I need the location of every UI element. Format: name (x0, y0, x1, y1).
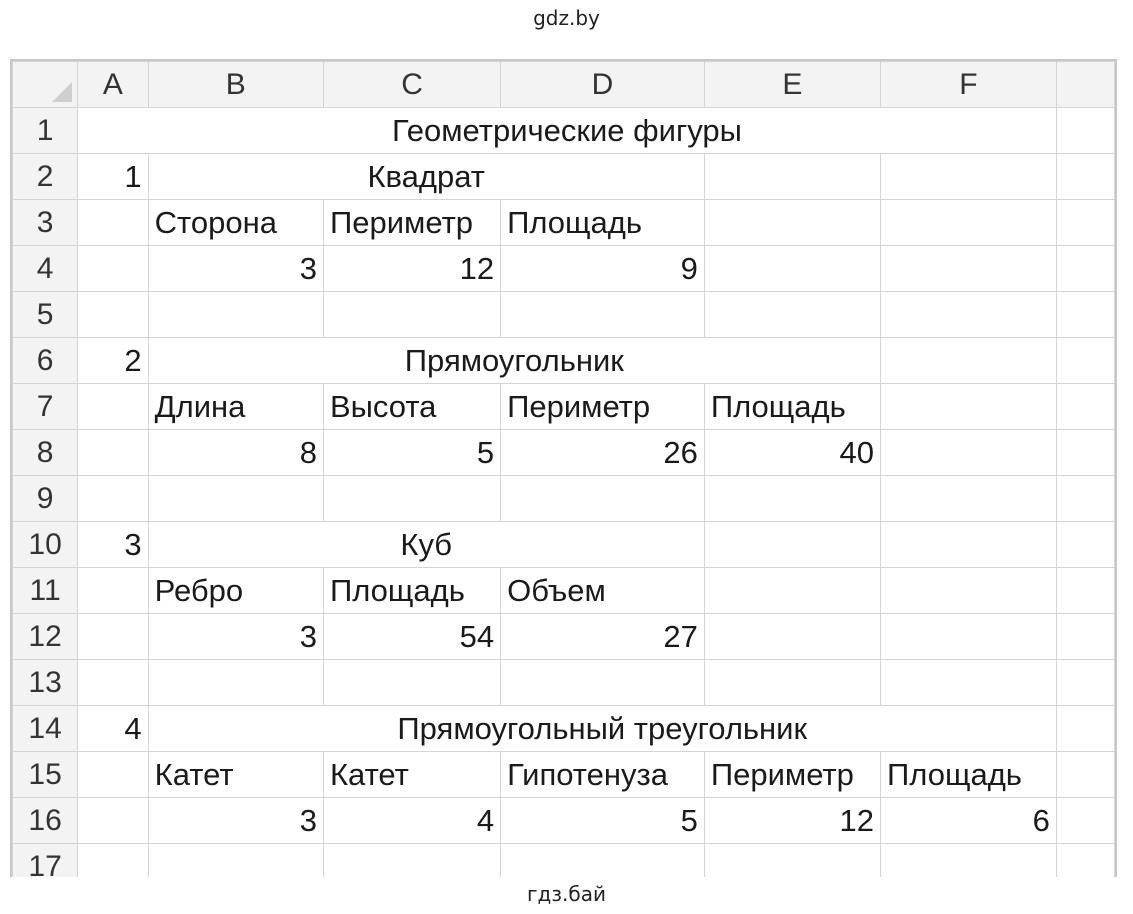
cell-b3[interactable]: Сторона (148, 200, 323, 246)
table-row (13, 706, 1115, 752)
cell-empty[interactable] (880, 614, 1056, 660)
cell-empty[interactable] (880, 154, 1056, 200)
cell-title[interactable]: Геометрические фигуры (78, 108, 1057, 154)
cell-empty[interactable] (148, 660, 323, 706)
cell-empty[interactable] (704, 568, 880, 614)
cell-empty[interactable] (880, 476, 1056, 522)
row-header-11[interactable]: 11 (13, 568, 78, 614)
table-row (13, 292, 1115, 338)
table-row (13, 384, 1115, 430)
cell-empty[interactable] (78, 292, 148, 338)
cell-empty[interactable] (501, 660, 705, 706)
cell-b4[interactable]: 3 (148, 246, 323, 292)
cell-empty[interactable] (78, 614, 148, 660)
column-header-b[interactable]: B (148, 62, 323, 108)
table-row (13, 844, 1115, 878)
cell-c16[interactable]: 4 (323, 798, 500, 844)
cell-empty[interactable] (704, 522, 880, 568)
cell-empty[interactable] (78, 660, 148, 706)
row-header-13[interactable]: 13 (13, 660, 78, 706)
cell-empty[interactable] (1056, 614, 1114, 660)
table-row (13, 154, 1115, 200)
cell-empty[interactable] (704, 476, 880, 522)
cell-f15[interactable]: Площадь (880, 752, 1056, 798)
cell-d16[interactable]: 5 (501, 798, 705, 844)
cell-empty[interactable] (880, 200, 1056, 246)
cell-empty[interactable] (1056, 430, 1114, 476)
cell-empty[interactable] (1056, 706, 1114, 752)
cell-empty[interactable] (704, 614, 880, 660)
cell-e15[interactable]: Периметр (704, 752, 880, 798)
cell-empty[interactable] (78, 752, 148, 798)
cell-empty[interactable] (1056, 844, 1114, 878)
cell-empty[interactable] (880, 292, 1056, 338)
table-row (13, 660, 1115, 706)
cell-empty[interactable] (501, 476, 705, 522)
row-header-7[interactable]: 7 (13, 384, 78, 430)
cell-empty[interactable] (880, 660, 1056, 706)
cell-a10[interactable]: 3 (78, 522, 148, 568)
cell-empty[interactable] (323, 476, 500, 522)
cell-c7[interactable]: Высота (323, 384, 500, 430)
cell-a6[interactable]: 2 (78, 338, 148, 384)
cell-empty[interactable] (704, 154, 880, 200)
cell-empty[interactable] (880, 338, 1056, 384)
cell-d3[interactable]: Площадь (501, 200, 705, 246)
cell-a14[interactable]: 4 (78, 706, 148, 752)
cell-d7[interactable]: Периметр (501, 384, 705, 430)
row-header-6[interactable]: 6 (13, 338, 78, 384)
table-row (13, 522, 1115, 568)
cell-empty[interactable] (1056, 292, 1114, 338)
row-header-17[interactable]: 17 (13, 844, 78, 878)
cell-d8[interactable]: 26 (501, 430, 705, 476)
column-header-a[interactable]: A (78, 62, 148, 108)
cell-empty[interactable] (1056, 384, 1114, 430)
cell-empty[interactable] (704, 660, 880, 706)
row-header-1[interactable]: 1 (13, 108, 78, 154)
column-header-d[interactable]: D (501, 62, 705, 108)
cell-empty[interactable] (704, 246, 880, 292)
cell-table (12, 61, 1115, 877)
table-row (13, 752, 1115, 798)
cell-e8[interactable]: 40 (704, 430, 880, 476)
cell-empty[interactable] (1056, 752, 1114, 798)
cell-e7[interactable]: Площадь (704, 384, 880, 430)
cell-empty[interactable] (501, 292, 705, 338)
cell-d15[interactable]: Гипотенуза (501, 752, 705, 798)
cell-empty[interactable] (148, 476, 323, 522)
cell-empty[interactable] (78, 844, 148, 878)
cell-empty[interactable] (501, 844, 705, 878)
cell-empty[interactable] (1056, 246, 1114, 292)
column-header-c[interactable]: C (323, 62, 500, 108)
watermark-bottom: гдз.бай (527, 882, 606, 906)
cell-empty[interactable] (704, 844, 880, 878)
cell-empty[interactable] (704, 292, 880, 338)
cell-a2[interactable]: 1 (78, 154, 148, 200)
column-header-f[interactable]: F (880, 62, 1056, 108)
cell-b11[interactable]: Ребро (148, 568, 323, 614)
row-header-8[interactable]: 8 (13, 430, 78, 476)
row-header-16[interactable]: 16 (13, 798, 78, 844)
cell-d12[interactable]: 27 (501, 614, 705, 660)
cell-empty[interactable] (1056, 660, 1114, 706)
cell-cube-name[interactable]: Куб (148, 522, 704, 568)
row-header-10[interactable]: 10 (13, 522, 78, 568)
cell-c8[interactable]: 5 (323, 430, 500, 476)
table-row (13, 476, 1115, 522)
cell-empty[interactable] (1056, 200, 1114, 246)
cell-right-triangle-name[interactable]: Прямоугольный треугольник (148, 706, 1056, 752)
cell-empty[interactable] (78, 798, 148, 844)
cell-square-name[interactable]: Квадрат (148, 154, 704, 200)
cell-c4[interactable]: 12 (323, 246, 500, 292)
cell-empty[interactable] (880, 384, 1056, 430)
cell-b15[interactable]: Катет (148, 752, 323, 798)
column-header-g[interactable] (1056, 62, 1114, 108)
cell-b7[interactable]: Длина (148, 384, 323, 430)
row-header-14[interactable]: 14 (13, 706, 78, 752)
cell-empty[interactable] (148, 844, 323, 878)
cell-empty[interactable] (78, 568, 148, 614)
cell-empty[interactable] (78, 476, 148, 522)
cell-b8[interactable]: 8 (148, 430, 323, 476)
cell-c11[interactable]: Площадь (323, 568, 500, 614)
cell-empty[interactable] (1056, 522, 1114, 568)
row-header-3[interactable]: 3 (13, 200, 78, 246)
row-header-2[interactable]: 2 (13, 154, 78, 200)
cell-f16[interactable]: 6 (880, 798, 1056, 844)
row-header-5[interactable]: 5 (13, 292, 78, 338)
row-header-9[interactable]: 9 (13, 476, 78, 522)
table-row (13, 108, 1115, 154)
cell-empty[interactable] (323, 660, 500, 706)
cell-c12[interactable]: 54 (323, 614, 500, 660)
row-header-12[interactable]: 12 (13, 614, 78, 660)
table-row (13, 430, 1115, 476)
cell-empty[interactable] (1056, 476, 1114, 522)
cell-e16[interactable]: 12 (704, 798, 880, 844)
cell-empty[interactable] (880, 568, 1056, 614)
cell-empty[interactable] (1056, 154, 1114, 200)
row-header-15[interactable]: 15 (13, 752, 78, 798)
table-row (13, 246, 1115, 292)
cell-b16[interactable]: 3 (148, 798, 323, 844)
watermark-top: gdz.by (533, 6, 600, 30)
cell-empty[interactable] (1056, 798, 1114, 844)
cell-empty[interactable] (323, 844, 500, 878)
select-all-corner[interactable] (13, 62, 78, 108)
cell-empty[interactable] (1056, 568, 1114, 614)
cell-empty[interactable] (78, 200, 148, 246)
cell-empty[interactable] (880, 430, 1056, 476)
column-header-row (13, 62, 1115, 108)
cell-d11[interactable]: Объем (501, 568, 705, 614)
cell-empty[interactable] (78, 246, 148, 292)
cell-c15[interactable]: Катет (323, 752, 500, 798)
select-all-icon (52, 82, 72, 102)
cell-empty[interactable] (78, 384, 148, 430)
spreadsheet-grid (10, 59, 1117, 877)
cell-empty[interactable] (1056, 338, 1114, 384)
table-row (13, 798, 1115, 844)
table-row (13, 614, 1115, 660)
table-row (13, 200, 1115, 246)
column-header-e[interactable]: E (704, 62, 880, 108)
cell-b12[interactable]: 3 (148, 614, 323, 660)
cell-rectangle-name[interactable]: Прямоугольник (148, 338, 880, 384)
cell-empty[interactable] (148, 292, 323, 338)
table-row (13, 568, 1115, 614)
cell-empty[interactable] (78, 430, 148, 476)
cell-empty[interactable] (1056, 108, 1114, 154)
row-header-4[interactable]: 4 (13, 246, 78, 292)
cell-c3[interactable]: Периметр (323, 200, 500, 246)
cell-empty[interactable] (704, 200, 880, 246)
cell-d4[interactable]: 9 (501, 246, 705, 292)
cell-empty[interactable] (880, 844, 1056, 878)
cell-empty[interactable] (323, 292, 500, 338)
cell-empty[interactable] (880, 246, 1056, 292)
cell-empty[interactable] (880, 522, 1056, 568)
table-row (13, 338, 1115, 384)
